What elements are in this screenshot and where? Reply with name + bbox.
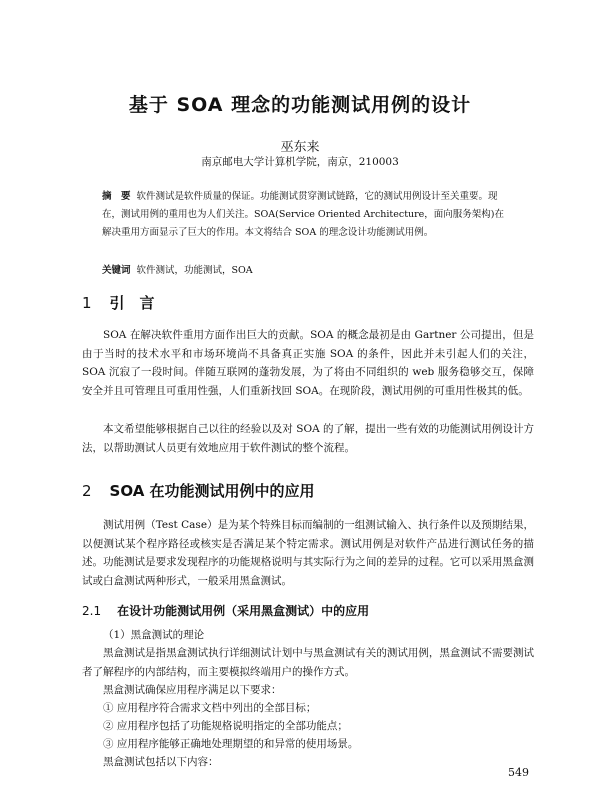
keywords-label: 关键词 (102, 265, 131, 276)
body-line: 黑盒测试包括以下内容： (103, 756, 219, 768)
body-paragraph: 测试用例（Test Case）是为某个特殊目标而编制的一组测试输入、执行条件以及预期结果，以便测试某个程序路径或核实是否满足某个特定需求。测试用例是对软件产品进行测试任务的描述。功能测试是要求发现程序的功能规格说明与其实际行为之间的差异的过程。它可以采用黑盒测试或白盒测试两种形式，一般采用黑盒测试。 (82, 519, 534, 587)
list-item: ② 应用程序包括了功能规格说明指定的全部功能点； (103, 720, 348, 732)
section-number: 2 (82, 482, 92, 500)
body-paragraph: 本文希望能够根据自己以往的经验以及对 SOA 的了解，提出一些有效的功能测试用例设计方法，以帮助测试人员更有效地应用于软件测试的整个流程。 (82, 423, 534, 454)
body-paragraph: 黑盒测试是指黑盒测试执行详细测试计划中与黑盒测试有关的测试用例，黑盒测试不需要测试者了解程序的内部结构，而主要模拟终端用户的操作方式。 (82, 647, 534, 678)
author-affiliation: 南京邮电大学计算机学院，南京，210003 (201, 156, 399, 168)
section-title: SOA 在功能测试用例中的应用 (109, 482, 315, 500)
subsection-number: 2.1 (82, 604, 102, 618)
abstract (102, 188, 512, 242)
section-heading-1 (82, 292, 155, 313)
body-paragraph: SOA 在解决软件重用方面作出巨大的贡献。SOA 的概念最初是由 Gartner 公司提出，但是由于当时的技术水平和市场环境尚不具备真正实施 SOA 的条件，因此并未引起人们的关注，SOA 沉寂了一段时间。伴随互联网的蓬勃发展，为了将由不同组织的 web 服务稳够交互，保障安全并且可管理且可重用性强，人们重新找回 SOA。在现阶段，测试用例的可重用性极其的低。 (82, 329, 534, 397)
list-item: ③ 应用程序能够正确地处理期望的和异常的使用场景。 (103, 738, 359, 750)
section-title: 引 言 (109, 294, 155, 312)
list-heading: （1）黑盒测试的理论 (103, 629, 205, 641)
subsection-heading-2-1 (82, 602, 369, 619)
subsection-title: 在设计功能测试用例（采用黑盒测试）中的应用 (117, 604, 370, 618)
section-number: 1 (82, 294, 92, 312)
page-number: 549 (508, 766, 529, 779)
author-name: 巫东来 (280, 140, 320, 155)
abstract-label: 摘 要 (102, 191, 131, 202)
body-line: 黑盒测试确保应用程序满足以下要求： (103, 684, 282, 696)
paper-title: 基于 SOA 理念的功能测试用例的设计 (128, 94, 472, 116)
abstract-text: 软件测试是软件质量的保证。功能测试贯穿测试链路，它的测试用例设计至关重要。现在，测试用例的重用也为人们关注。SOA(Service Oriented Architecture，面向服务架构)在解决重用方面显示了巨大的作用。本文将结合 SOA 的理念设计功能测试用例。 (102, 191, 504, 238)
keywords-text: 软件测试，功能测试，SOA (136, 265, 253, 276)
list-item: ① 应用程序符合需求文档中列出的全部目标； (103, 702, 317, 714)
section-heading-2 (82, 480, 315, 501)
keywords (102, 262, 512, 276)
